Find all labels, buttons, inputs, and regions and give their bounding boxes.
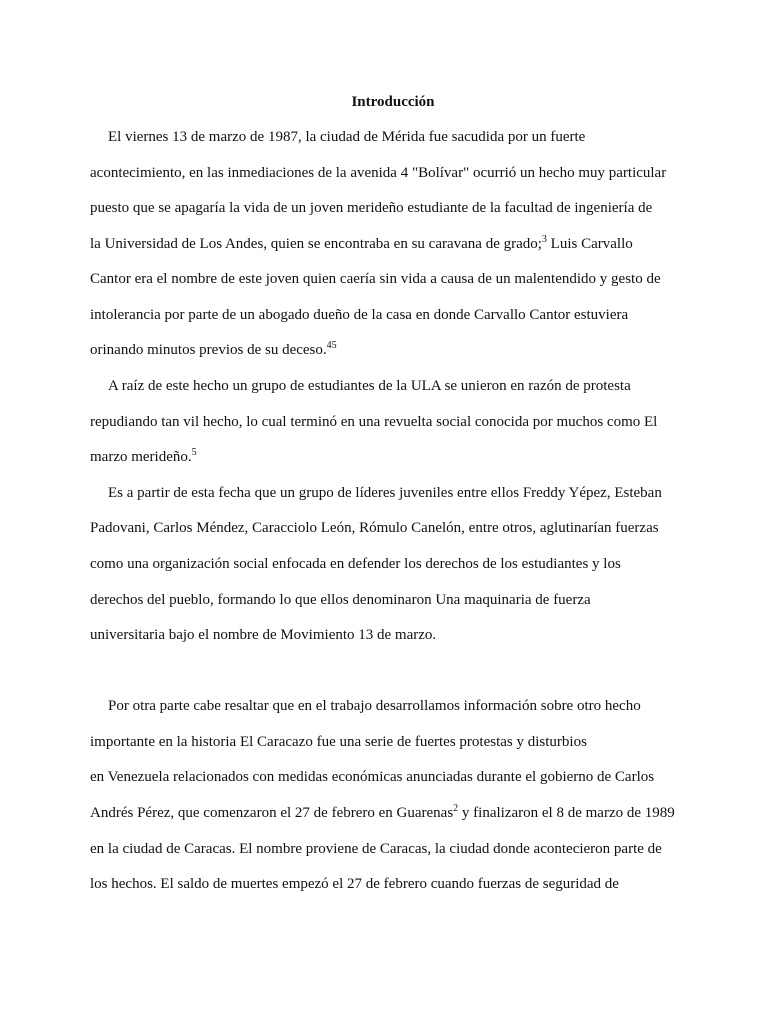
paragraph-1-line-1: El viernes 13 de marzo de 1987, la ciudad de Mérida fue sacudida por un fuerte <box>108 129 586 145</box>
page-title: Introducción <box>351 94 435 110</box>
paragraph-1-line-7-text: orinando minutos previos de su deceso. <box>90 342 327 358</box>
paragraph-2-line-3 <box>90 448 197 466</box>
paragraph-1-line-3: puesto que se apagaría la vida de un joven merideño estudiante de la facultad de ingeniería de <box>90 200 653 216</box>
paragraph-1-line-4-text-a: la Universidad de Los Andes, quien se encontraba en su caravana de grado; <box>90 236 542 252</box>
paragraph-3-line-1: Es a partir de esta fecha que un grupo de líderes juveniles entre ellos Freddy Yépez, Esteban <box>108 485 662 501</box>
paragraph-3-line-3: como una organización social enfocada en defender los derechos de los estudiantes y los <box>90 556 621 572</box>
paragraph-4-line-3: en Venezuela relacionados con medidas económicas anunciadas durante el gobierno de Carlos <box>90 769 655 785</box>
paragraph-1-line-2: acontecimiento, en las inmediaciones de la avenida 4 "Bolívar" ocurrió un hecho muy particular <box>90 165 667 181</box>
paragraph-4-line-1: Por otra parte cabe resaltar que en el trabajo desarrollamos información sobre otro hecho <box>108 698 641 714</box>
paragraph-1-line-4-text-b: Luis Carvallo <box>546 236 633 252</box>
paragraph-3-line-2: Padovani, Carlos Méndez, Caracciolo León, Rómulo Canelón, entre otros, aglutinarían fuerzas <box>90 520 659 536</box>
paragraph-4-line-5: en la ciudad de Caracas. El nombre proviene de Caracas, la ciudad donde acontecieron parte de <box>90 841 662 857</box>
paragraph-4-line-4-text-a: Andrés Pérez, que comenzaron el 27 de febrero en Guarenas <box>90 805 454 821</box>
paragraph-4-line-4 <box>90 804 675 822</box>
paragraph-3-line-4: derechos del pueblo, formando lo que ellos denominaron Una maquinaria de fuerza <box>90 592 591 608</box>
paragraph-2-line-2: repudiando tan vil hecho, lo cual terminó en una revuelta social conocida por muchos como El <box>90 414 658 430</box>
footnote-ref-45: 45 <box>326 340 337 351</box>
paragraph-4-line-6: los hechos. El saldo de muertes empezó el 27 de febrero cuando fuerzas de seguridad de <box>90 876 619 892</box>
footnote-ref-2: 2 <box>453 803 459 814</box>
footnote-ref-3: 3 <box>541 234 547 245</box>
paragraph-1-line-4 <box>90 235 633 253</box>
paragraph-4-line-4-text-b: y finalizaron el 8 de marzo de 1989 <box>458 805 675 821</box>
paragraph-1-line-5: Cantor era el nombre de este joven quien caería sin vida a causa de un malentendido y gesto de <box>90 271 661 287</box>
paragraph-2-line-1: A raíz de este hecho un grupo de estudiantes de la ULA se unieron en razón de protesta <box>108 378 631 394</box>
paragraph-2-line-3-text: marzo merideño. <box>90 449 192 465</box>
paragraph-3-line-5: universitaria bajo el nombre de Movimiento 13 de marzo. <box>90 627 437 643</box>
footnote-ref-5: 5 <box>191 447 197 458</box>
paragraph-4-line-2: importante en la historia El Caracazo fue una serie de fuertes protestas y disturbios <box>90 734 587 750</box>
paragraph-1-line-6: intolerancia por parte de un abogado dueño de la casa en donde Carvallo Cantor estuviera <box>90 307 629 323</box>
paragraph-1-line-7 <box>90 341 337 359</box>
